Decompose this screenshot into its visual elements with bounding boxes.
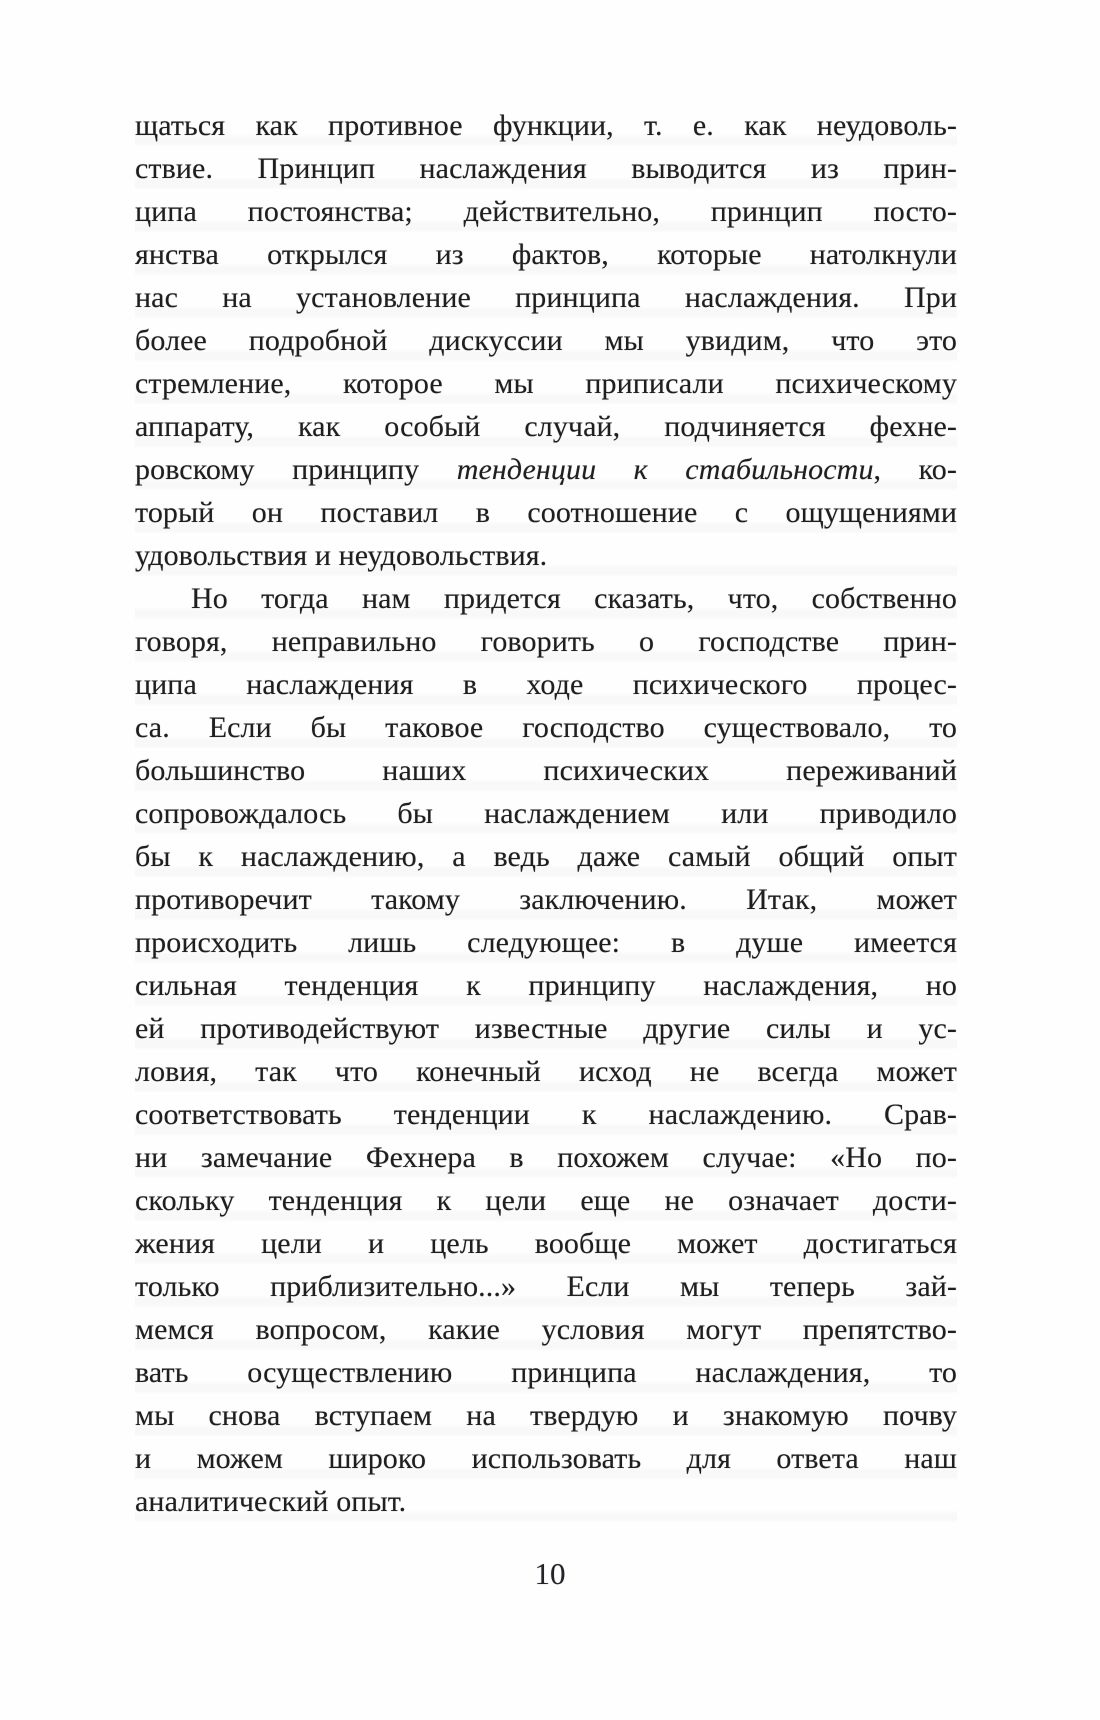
text-segment: ровскому принципу <box>135 453 457 486</box>
text-segment: мы снова вступаем на твердую и знакомую почву <box>135 1399 957 1432</box>
text-line <box>135 921 957 964</box>
text-segment: соответствовать тенденции к наслаждению. Срав- <box>135 1098 957 1131</box>
text-segment: скольку тенденция к цели еще не означает дости- <box>135 1184 957 1217</box>
text-line <box>135 1265 957 1308</box>
text-segment: ни замечание Фехнера в похожем случае: «Но по- <box>135 1141 957 1174</box>
text-line <box>135 620 957 663</box>
text-segment: янства открылся из фактов, которые натолкнули <box>135 238 957 271</box>
text-line <box>135 964 957 1007</box>
text-line <box>135 1480 957 1523</box>
text-line <box>135 835 957 878</box>
text-segment: бы к наслаждению, а ведь даже самый общий опыт <box>135 840 957 873</box>
text-segment: ей противодействуют известные другие силы и ус- <box>135 1012 957 1045</box>
text-line <box>135 1308 957 1351</box>
text-segment: стремление, которое мы приписали психическому <box>135 367 957 400</box>
text-line <box>135 1179 957 1222</box>
text-line <box>135 405 957 448</box>
page-text <box>135 104 957 1523</box>
text-line <box>135 362 957 405</box>
text-line <box>135 491 957 534</box>
text-segment: , ко- <box>873 453 957 486</box>
text-line <box>135 1050 957 1093</box>
text-line <box>135 1093 957 1136</box>
page-number: 10 <box>534 1556 566 1591</box>
text-segment: вать осуществлению принципа наслаждения, то <box>135 1356 957 1389</box>
text-segment: происходить лишь следующее: в душе имеется <box>135 926 957 959</box>
text-segment: торый он поставил в соотношение с ощущениями <box>135 496 957 529</box>
text-line <box>135 1351 957 1394</box>
text-segment: са. Если бы таковое господство существовало, то <box>135 711 957 744</box>
text-segment: противоречит такому заключению. Итак, может <box>135 883 957 916</box>
text-segment: говоря, неправильно говорить о господстве прин- <box>135 625 957 658</box>
text-segment: щаться как противное функции, т. е. как неудоволь- <box>135 109 957 142</box>
text-segment: аппарату, как особый случай, подчиняется фехне- <box>135 410 957 443</box>
text-line <box>135 749 957 792</box>
text-line <box>135 276 957 319</box>
text-line <box>135 1007 957 1050</box>
text-line <box>135 663 957 706</box>
text-line <box>135 792 957 835</box>
text-segment: ствие. Принцип наслаждения выводится из прин- <box>135 152 957 185</box>
text-segment: ципа наслаждения в ходе психического процес- <box>135 668 957 701</box>
text-segment: только приблизительно...» Если мы теперь зай- <box>135 1270 957 1303</box>
text-line <box>135 1394 957 1437</box>
text-segment: Но тогда нам придется сказать, что, собственно <box>191 582 957 615</box>
text-segment: удовольствия и неудовольствия. <box>135 539 548 572</box>
text-segment: большинство наших психических переживаний <box>135 754 957 787</box>
text-segment: ловия, так что конечный исход не всегда может <box>135 1055 957 1088</box>
text-segment: и можем широко использовать для ответа наш <box>135 1442 957 1475</box>
text-segment: сильная тенденция к принципу наслаждения, но <box>135 969 957 1002</box>
text-segment: сопровождалось бы наслаждением или приводило <box>135 797 957 830</box>
text-line <box>135 577 957 620</box>
text-segment: ципа постоянства; действительно, принцип посто- <box>135 195 957 228</box>
text-line <box>135 147 957 190</box>
text-segment: жения цели и цель вообще может достигаться <box>135 1227 957 1260</box>
text-line <box>135 448 957 491</box>
text-line <box>135 706 957 749</box>
text-line <box>135 233 957 276</box>
text-segment: более подробной дискуссии мы увидим, что это <box>135 324 957 357</box>
text-line <box>135 319 957 362</box>
italic-phrase: тенденции к стабильности <box>456 453 874 486</box>
text-segment: мемся вопросом, какие условия могут препятство- <box>135 1313 957 1346</box>
text-line <box>135 534 957 577</box>
text-line <box>135 104 957 147</box>
text-line <box>135 878 957 921</box>
text-segment: аналитический опыт. <box>135 1485 407 1518</box>
text-line <box>135 1437 957 1480</box>
text-segment: нас на установление принципа наслаждения. При <box>135 281 957 314</box>
text-line <box>135 1222 957 1265</box>
text-line <box>135 190 957 233</box>
text-line <box>135 1136 957 1179</box>
